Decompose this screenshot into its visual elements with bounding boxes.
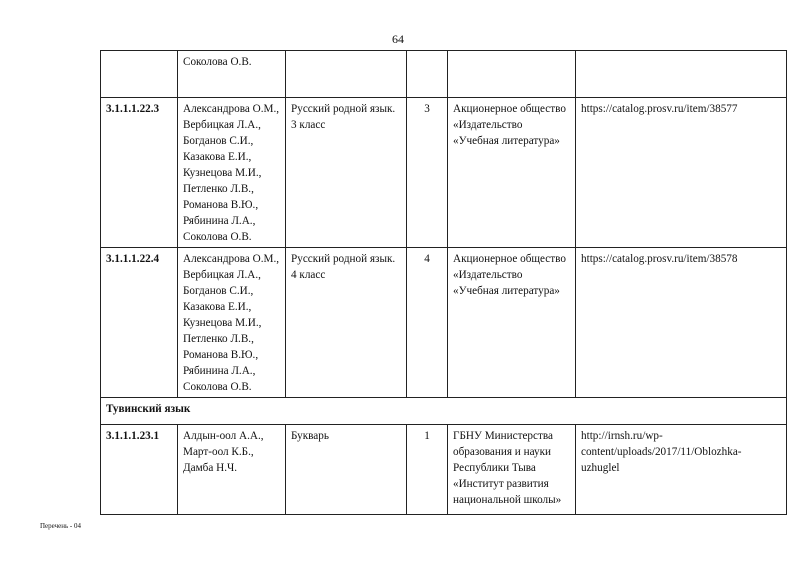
- title-cell: [286, 248, 407, 398]
- title-cell-line: Букварь: [291, 430, 329, 442]
- code-cell: [101, 51, 178, 98]
- authors-cell-line: Романова В.Ю.,: [183, 349, 259, 361]
- table-row: [101, 248, 787, 398]
- authors-cell-line: Соколова О.В.: [183, 381, 252, 393]
- code-cell: 3.1.1.1.23.1: [101, 425, 178, 515]
- authors-cell-line: Рябинина Л.А.,: [183, 365, 256, 377]
- publisher-cell-line: образования и науки: [453, 446, 551, 458]
- publisher-cell-line: национальной школы»: [453, 494, 562, 506]
- url-cell-line: uzhuglel: [581, 462, 620, 474]
- publisher-cell-line: ГБНУ Министерства: [453, 430, 553, 442]
- url-cell-line: https://catalog.prosv.ru/item/38578: [581, 253, 738, 265]
- url-cell: [576, 425, 787, 515]
- title-cell-line: 3 класс: [291, 119, 326, 131]
- title-cell: [286, 425, 407, 515]
- authors-cell: [178, 425, 286, 515]
- authors-cell-line: Вербицкая Л.А.,: [183, 269, 261, 281]
- publisher-cell: [448, 98, 576, 248]
- url-cell: [576, 248, 787, 398]
- url-cell-line: content/uploads/2017/11/Oblozhka-: [581, 446, 742, 458]
- page-number: [0, 32, 800, 47]
- authors-cell: [178, 98, 286, 248]
- authors-cell-line: Петленко Л.В.,: [183, 183, 254, 195]
- authors-cell-line: Богданов С.И.,: [183, 135, 254, 147]
- grade-cell: 4: [407, 248, 448, 398]
- publisher-cell-line: «Издательство: [453, 119, 523, 131]
- authors-cell-line: Соколова О.В.: [183, 231, 252, 243]
- url-cell-line: http://irnsh.ru/wp-: [581, 430, 663, 442]
- authors-cell-line: Вербицкая Л.А.,: [183, 119, 261, 131]
- section-row: [101, 398, 787, 425]
- url-cell: [576, 51, 787, 98]
- authors-cell-line: Дамба Н.Ч.: [183, 462, 238, 474]
- authors-cell-line: Петленко Л.В.,: [183, 333, 254, 345]
- publisher-cell-line: «Институт развития: [453, 478, 549, 490]
- publisher-cell-line: «Издательство: [453, 269, 523, 281]
- authors-cell-line: Соколова О.В.: [183, 56, 252, 68]
- authors-cell-line: Казакова Е.И.,: [183, 301, 252, 313]
- table-row: [101, 98, 787, 248]
- publisher-cell-line: «Учебная литература»: [453, 135, 560, 147]
- publisher-cell: [448, 425, 576, 515]
- authors-cell: [178, 51, 286, 98]
- title-cell-line: Русский родной язык.: [291, 103, 396, 115]
- title-cell-line: Русский родной язык.: [291, 253, 396, 265]
- authors-cell-line: Алдын-оол А.А.,: [183, 430, 264, 442]
- authors-cell-line: Кузнецова М.И.,: [183, 167, 262, 179]
- publisher-cell: [448, 51, 576, 98]
- title-cell-line: 4 класс: [291, 269, 326, 281]
- publisher-cell-line: «Учебная литература»: [453, 285, 560, 297]
- publisher-cell-line: Акционерное общество: [453, 103, 566, 115]
- title-cell: [286, 51, 407, 98]
- authors-cell: [178, 248, 286, 398]
- footer-label: Перечень - 04: [40, 522, 81, 530]
- table-row: [101, 51, 787, 98]
- authors-cell-line: Романова В.Ю.,: [183, 199, 259, 211]
- authors-cell-line: Кузнецова М.И.,: [183, 317, 262, 329]
- authors-cell-line: Рябинина Л.А.,: [183, 215, 256, 227]
- authors-cell-line: Александрова О.М.,: [183, 253, 280, 265]
- page-number-text: 64: [392, 32, 404, 46]
- publisher-cell-line: Акционерное общество: [453, 253, 566, 265]
- code-cell: 3.1.1.1.22.4: [101, 248, 178, 398]
- authors-cell-line: Александрова О.М.,: [183, 103, 280, 115]
- authors-cell-line: Богданов С.И.,: [183, 285, 254, 297]
- url-cell: [576, 98, 787, 248]
- authors-cell-line: Казакова Е.И.,: [183, 151, 252, 163]
- table-row: [101, 425, 787, 515]
- code-cell: 3.1.1.1.22.3: [101, 98, 178, 248]
- textbook-table: [100, 50, 787, 515]
- publisher-cell-line: Республики Тыва: [453, 462, 536, 474]
- grade-cell: 1: [407, 425, 448, 515]
- section-heading: Тувинский язык: [101, 398, 787, 425]
- authors-cell-line: Март-оол К.Б.,: [183, 446, 254, 458]
- title-cell: [286, 98, 407, 248]
- grade-cell: [407, 51, 448, 98]
- url-cell-line: https://catalog.prosv.ru/item/38577: [581, 103, 738, 115]
- grade-cell: 3: [407, 98, 448, 248]
- publisher-cell: [448, 248, 576, 398]
